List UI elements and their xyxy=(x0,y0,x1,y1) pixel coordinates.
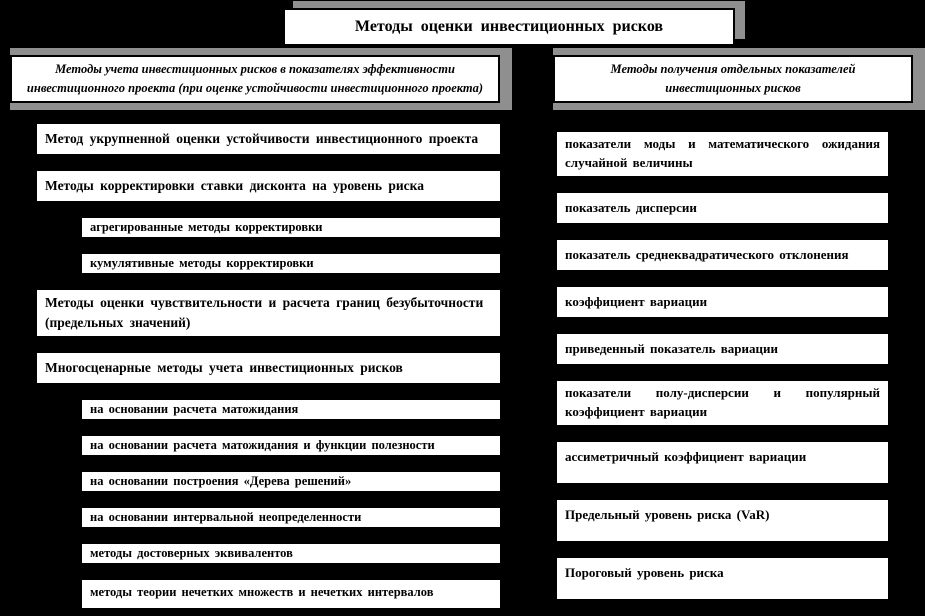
box-label: показатель среднеквадратического отклонения xyxy=(565,246,849,262)
method-box xyxy=(80,542,502,565)
method-box xyxy=(35,351,502,385)
indicator-box xyxy=(555,440,890,485)
indicator-box xyxy=(555,191,890,225)
indicator-box xyxy=(555,238,890,272)
box-label: на основании расчета матожидания xyxy=(90,402,299,417)
box-label: коэффициент вариации xyxy=(565,293,708,309)
left-branch-header-label: Методы учета инвестиционных рисков в показателях эффективности инвестиционного проекта (при оценке устойчивости инвестиционного проекта) xyxy=(26,61,484,95)
box-label: Метод укрупненной оценки устойчивости инвестиционного проекта xyxy=(45,131,479,147)
method-box xyxy=(35,122,502,156)
method-box xyxy=(80,470,502,493)
box-label: приведенный показатель вариации xyxy=(565,340,779,356)
box-label: показатели моды и математического ожидания случайной величины xyxy=(565,136,880,170)
box-label: методы достоверных эквивалентов xyxy=(90,546,293,561)
left-methods-column xyxy=(35,122,502,610)
left-branch-header-frame xyxy=(10,48,512,110)
right-branch-header-frame xyxy=(553,48,925,110)
box-label: ассиметричный коэффициент вариации xyxy=(565,449,807,464)
right-indicators-column xyxy=(555,130,890,601)
box-label: методы теории нечетких множеств и нечетких интервалов xyxy=(90,585,434,599)
box-label: агрегированные методы корректировки xyxy=(90,220,323,235)
right-branch-header xyxy=(553,55,913,103)
method-box xyxy=(35,169,502,203)
method-box xyxy=(80,506,502,529)
method-box xyxy=(80,578,502,610)
left-branch-header xyxy=(10,55,500,103)
box-label: показатели полу-дисперсии и популярный коэффициент вариации xyxy=(565,385,880,419)
method-box xyxy=(80,252,502,275)
indicator-box xyxy=(555,285,890,319)
box-label: Методы корректировки ставки дисконта на уровень риска xyxy=(45,178,424,194)
diagram-title-label: Методы оценки инвестиционных рисков xyxy=(354,18,664,35)
box-label: кумулятивные методы корректировки xyxy=(90,256,314,271)
method-box xyxy=(80,398,502,421)
indicator-box xyxy=(555,332,890,366)
box-label: Предельный уровень риска (VaR) xyxy=(565,507,770,522)
right-branch-header-label: Методы получения отдельных показателей инвестиционных рисков xyxy=(610,61,856,95)
method-box xyxy=(80,216,502,239)
indicator-box xyxy=(555,498,890,543)
box-label: Пороговый уровень риска xyxy=(565,565,724,580)
diagram-title xyxy=(283,8,735,46)
box-label: на основании интервальной неопределенности xyxy=(90,510,362,525)
indicator-box xyxy=(555,379,890,427)
method-box xyxy=(35,288,502,338)
box-label: на основании построения «Дерева решений» xyxy=(90,474,352,489)
indicator-box xyxy=(555,130,890,178)
box-label: на основании расчета матожидания и функции полезности xyxy=(90,438,435,453)
box-label: Многосценарные методы учета инвестиционных рисков xyxy=(45,360,403,376)
box-label: показатель дисперсии xyxy=(565,199,697,215)
box-label: Методы оценки чувствительности и расчета границ безубыточности (предельных значений) xyxy=(45,295,484,330)
method-box xyxy=(80,434,502,457)
indicator-box xyxy=(555,556,890,601)
